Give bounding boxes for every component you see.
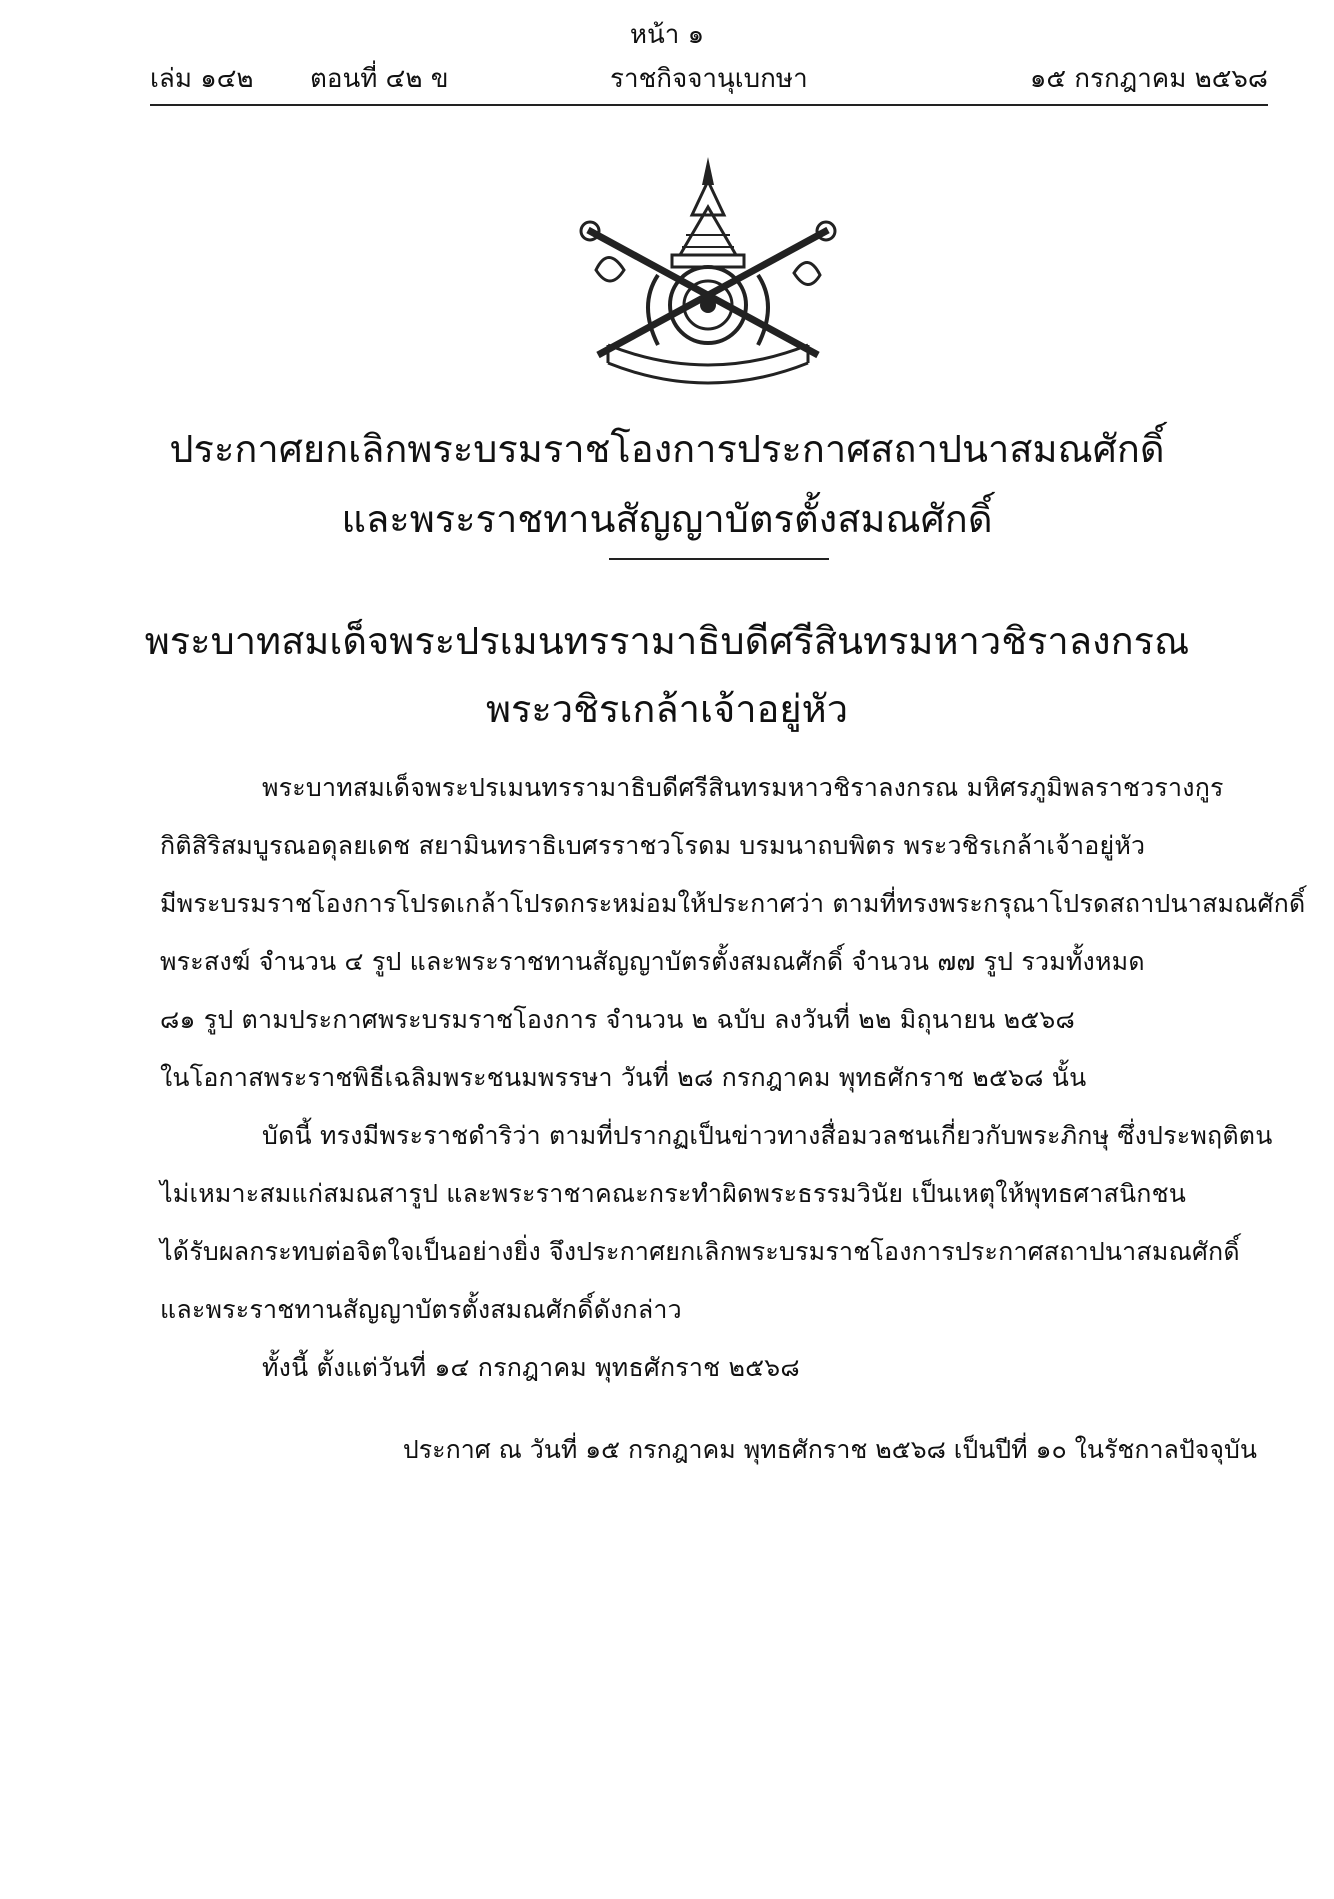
body-p1-line-5: ๘๑ รูป ตามประกาศพระบรมราชโองการ จำนวน ๒ ฉบับ ลงวันที่ ๒๒ มิถุนายน ๒๕๖๘: [160, 1005, 1075, 1034]
publication-name: ราชกิจจานุเบกษา: [610, 64, 808, 94]
body-p2-line-4: และพระราชทานสัญญาบัตรตั้งสมณศักดิ์ดังกล่าว: [160, 1295, 682, 1324]
page-number: หน้า ๑: [629, 20, 705, 50]
gazette-header: [150, 58, 1268, 102]
section-number: ตอนที่ ๔๒ ข: [310, 64, 449, 94]
king-name-line-2: พระวชิรเกล้าเจ้าอยู่หัว: [485, 687, 849, 731]
body-p1-line-6: ในโอกาสพระราชพิธีเฉลิมพระชนมพรรษา วันที่ ๒๘ กรกฎาคม พุทธศักราช ๒๕๖๘ นั้น: [160, 1063, 1087, 1092]
royal-seal-icon: [568, 155, 848, 385]
body-p1-line-1: พระบาทสมเด็จพระปรเมนทรรามาธิบดีศรีสินทรมหาวชิราลงกรณ มหิศรภูมิพลราชวรางกูร: [262, 773, 1224, 802]
volume-number: เล่ม ๑๔๒: [150, 64, 254, 94]
body-p2-line-3: ได้รับผลกระทบต่อจิตใจเป็นอย่างยิ่ง จึงประกาศยกเลิกพระบรมราชโองการประกาศสถาปนาสมณศักดิ์: [160, 1237, 1240, 1266]
publication-date: ๑๕ กรกฎาคม ๒๕๖๘: [1029, 64, 1268, 94]
body-p1-line-2: กิติสิริสมบูรณอดุลยเดช สยามินทราธิเบศรราชวโรดม บรมนาถบพิตร พระวชิรเกล้าเจ้าอยู่หัว: [160, 831, 1146, 860]
title-line-1: ประกาศยกเลิกพระบรมราชโองการประกาศสถาปนาสมณศักดิ์: [169, 427, 1165, 471]
title-divider: [609, 558, 829, 560]
body-p2-line-1: บัดนี้ ทรงมีพระราชดำริว่า ตามที่ปรากฏเป็นข่าวทางสื่อมวลชนเกี่ยวกับพระภิกษุ ซึ่งประพฤติตน: [262, 1121, 1273, 1150]
king-name-line-1: พระบาทสมเด็จพระปรเมนทรรามาธิบดีศรีสินทรมหาวชิราลงกรณ: [144, 619, 1190, 663]
header-divider: [150, 104, 1268, 106]
body-p2-line-2: ไม่เหมาะสมแก่สมณสารูป และพระราชาคณะกระทำผิดพระธรรมวินัย เป็นเหตุให้พุทธศาสนิกชน: [160, 1179, 1187, 1208]
title-line-2: และพระราชทานสัญญาบัตรตั้งสมณศักดิ์: [341, 497, 993, 541]
body-p3: ทั้งนี้ ตั้งแต่วันที่ ๑๔ กรกฎาคม พุทธศักราช ๒๕๖๘: [262, 1353, 800, 1382]
body-p1-line-4: พระสงฆ์ จำนวน ๔ รูป และพระราชทานสัญญาบัตรตั้งสมณศักดิ์ จำนวน ๗๗ รูป รวมทั้งหมด: [160, 947, 1145, 976]
proclamation-date-line: ประกาศ ณ วันที่ ๑๕ กรกฎาคม พุทธศักราช ๒๕๖๘ เป็นปีที่ ๑๐ ในรัชกาลปัจจุบัน: [402, 1435, 1257, 1464]
body-p1-line-3: มีพระบรมราชโองการโปรดเกล้าโปรดกระหม่อมให้ประกาศว่า ตามที่ทรงพระกรุณาโปรดสถาปนาสมณศักดิ์: [160, 889, 1306, 918]
